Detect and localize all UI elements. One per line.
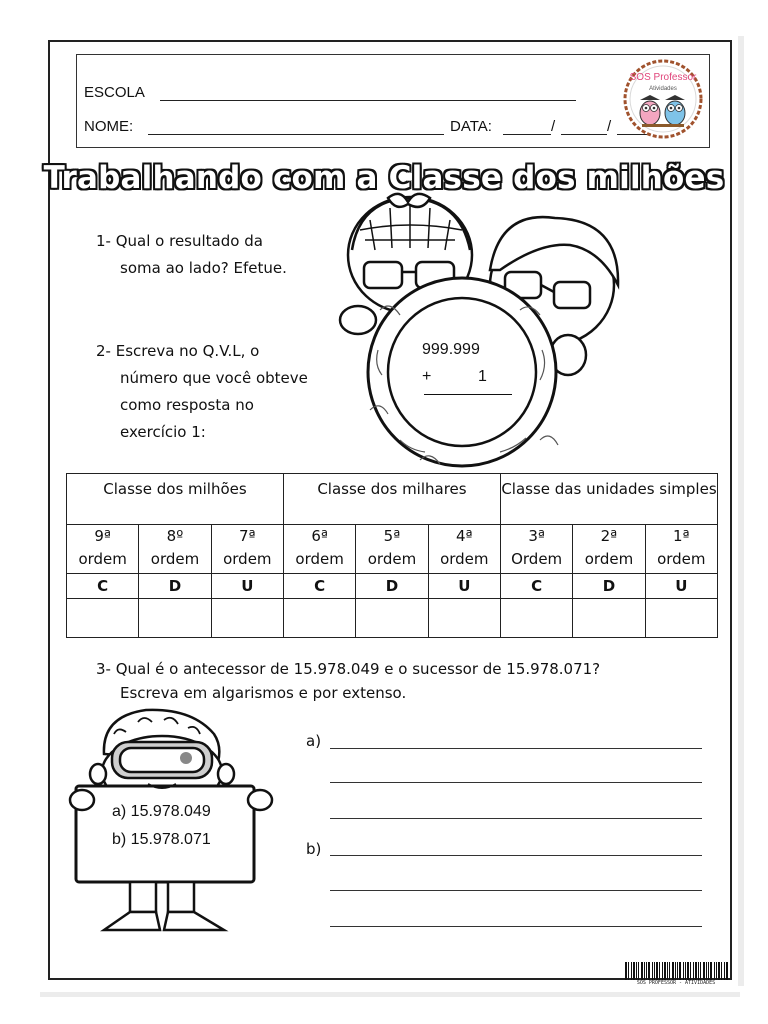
barcode-bar [706,962,707,980]
answer-cell[interactable] [500,599,572,638]
cdu-cell: U [211,574,283,599]
answer-b-line-2[interactable] [330,890,702,891]
barcode-bar [679,962,681,980]
cdu-cell: C [67,574,139,599]
question-1-line-2: soma ao lado? Efetue. [120,259,287,277]
board-text [112,798,211,854]
barcode-bar [654,962,655,980]
barcode-bar [714,962,715,980]
sum-operator: + [422,368,432,385]
question-3-line-2: Escreva em algarismos e por extenso. [120,684,407,702]
owl-blue-icon [665,95,685,125]
cdu-row [67,574,718,599]
question-2-line-4: exercício 1: [120,423,206,441]
barcode-bar [652,962,653,980]
barcode-bar [628,962,629,980]
barcode-bar [641,962,643,980]
barcode-bar [625,962,627,980]
qvl-table [66,473,718,638]
sos-professor-logo [618,58,708,140]
barcode-bar [644,962,645,980]
barcode-bar [718,962,720,980]
answer-cell[interactable] [211,599,283,638]
answer-b-line-1[interactable] [330,855,702,856]
data-label: DATA: [450,118,492,135]
date-separator-1: / [551,118,556,135]
order-cell: 1ª ordem [645,525,717,574]
answer-cell[interactable] [573,599,645,638]
class-row [67,474,718,525]
cdu-cell: U [428,574,500,599]
cdu-cell: U [645,574,717,599]
barcode-bar [636,962,637,980]
barcode-bar [708,962,709,980]
class-millions: Classe dos milhões [67,474,284,525]
barcode-bar [695,962,697,980]
answer-cell[interactable] [67,599,139,638]
answer-a-line-2[interactable] [330,782,702,783]
barcode-bar [672,962,674,980]
cdu-cell: D [356,574,428,599]
question-2-line-1: 2- Escreva no Q.V.L, o [96,342,260,360]
barcode-bar [648,962,650,980]
page-title: Trabalhando com a Classe dos milhões [43,160,725,196]
question-2 [96,338,308,446]
barcode-caption: SOS PROFESSOR - ATIVIDADES [636,980,716,986]
question-1 [96,228,287,282]
answer-cell[interactable] [356,599,428,638]
answer-cell[interactable] [645,599,717,638]
order-cell: 3ª Ordem [500,525,572,574]
barcode-bar [698,962,699,980]
barcode-bar [703,962,705,980]
question-2-line-3: como resposta no [120,396,254,414]
barcode-bar [683,962,684,980]
order-row [67,525,718,574]
date-day-field[interactable] [503,134,551,135]
owl-pink-icon [640,95,660,125]
cdu-cell: C [500,574,572,599]
cdu-cell: D [573,574,645,599]
barcode-bar [646,962,647,980]
answer-a-line-3[interactable] [330,818,702,819]
sum-addend-1: 999.999 [422,341,480,358]
answer-cell[interactable] [139,599,211,638]
barcode-bar [685,962,686,980]
class-simple-units: Classe das unidades simples [500,474,717,525]
barcode-bar [669,962,670,980]
cdu-cell: C [283,574,355,599]
class-thousands: Classe dos milhares [283,474,500,525]
board-item-b: b) 15.978.071 [112,831,211,848]
barcode-bar [716,962,717,980]
question-3-line-1: 3- Qual é o antecessor de 15.978.049 e o sucessor de 15.978.071? [96,660,601,678]
answer-a-label: a) [306,732,322,750]
answer-cell[interactable] [428,599,500,638]
order-cell: 9ª ordem [67,525,139,574]
logo-title: SOS Professor [629,72,697,83]
barcode-bar [690,962,691,980]
answer-a-line-1[interactable] [330,748,702,749]
page-shadow-bottom [40,992,740,997]
barcode-bar [638,962,639,980]
board-item-a: a) 15.978.049 [112,803,211,820]
date-month-field[interactable] [561,134,607,135]
barcode-bar [631,962,632,980]
escola-field[interactable] [160,100,576,101]
answer-row [67,599,718,638]
barcode-bar [675,962,676,980]
question-3 [96,656,600,707]
barcode-bar [721,962,722,980]
barcode-bar [687,962,689,980]
barcode-icon [624,962,730,980]
question-2-line-2: número que você obteve [120,369,308,387]
escola-label: ESCOLA [84,84,145,101]
barcode-bar [664,962,666,980]
order-cell: 6ª ordem [283,525,355,574]
order-cell: 7ª ordem [211,525,283,574]
question-1-line-1: 1- Qual o resultado da [96,232,263,250]
barcode-bar [633,962,635,980]
order-cell: 2ª ordem [573,525,645,574]
date-separator-2: / [607,118,612,135]
barcode-bar [710,962,712,980]
barcode-bar [700,962,701,980]
nome-field[interactable] [148,134,444,135]
barcode-bar [659,962,660,980]
kids-frame-illustration [330,190,630,472]
order-cell: 8º ordem [139,525,211,574]
barcode-bar [693,962,694,980]
order-cell: 5ª ordem [356,525,428,574]
logo-subtitle: Atividades [649,86,677,92]
barcode-bar [726,962,728,980]
answer-b-line-3[interactable] [330,926,702,927]
barcode-bar [677,962,678,980]
barcode-bar [667,962,668,980]
barcode-bar [662,962,663,980]
nome-label: NOME: [84,118,134,135]
sum-addend-2: 1 [478,368,487,385]
barcode-bar [724,962,725,980]
order-cell: 4ª ordem [428,525,500,574]
cdu-cell: D [139,574,211,599]
sum-result-line[interactable] [424,394,512,395]
answer-b-label: b) [306,840,322,858]
barcode-bar [656,962,658,980]
answer-cell[interactable] [283,599,355,638]
